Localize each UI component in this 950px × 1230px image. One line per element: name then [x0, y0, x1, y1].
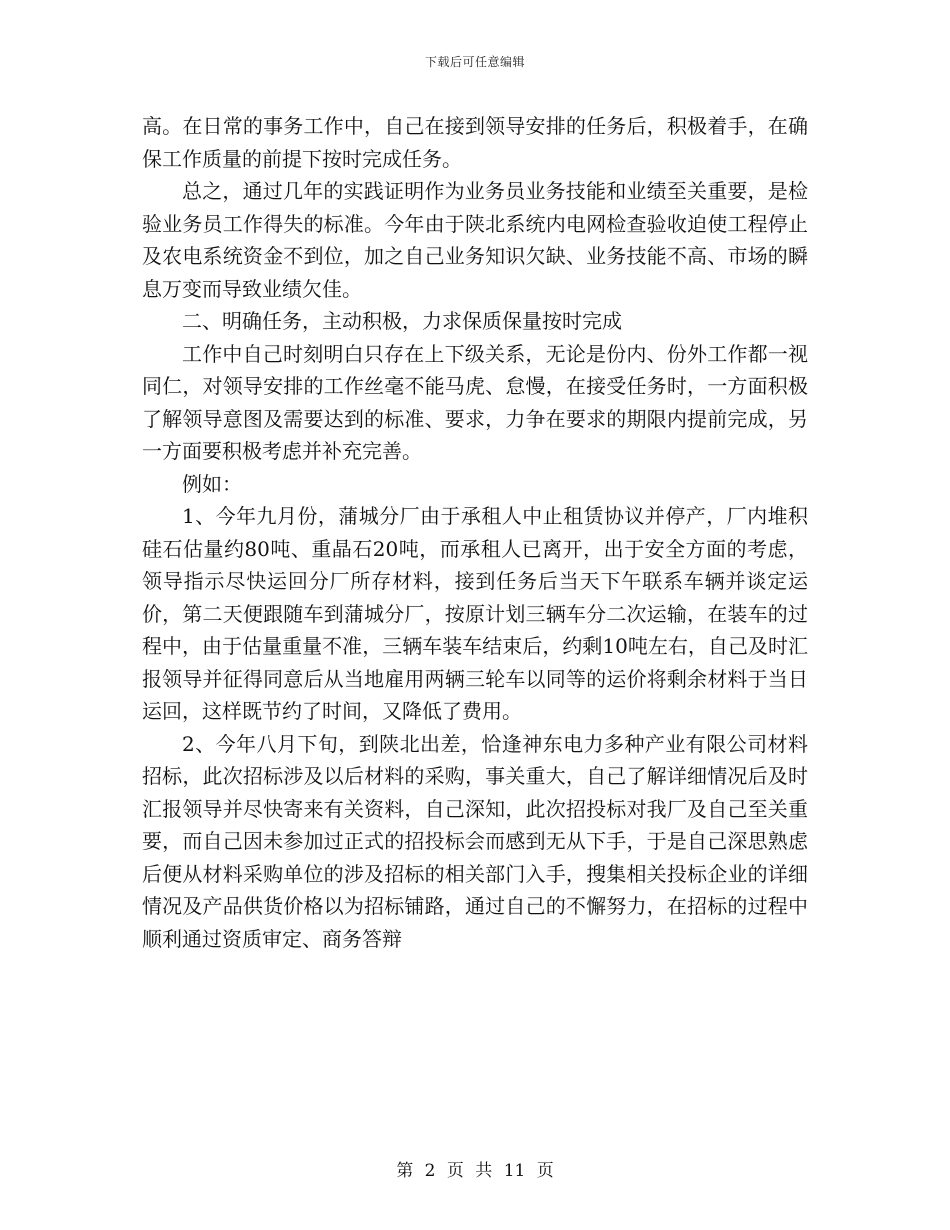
paragraph-2: 总之，通过几年的实践证明作为业务员业务技能和业绩至关重要，是检验业务员工作得失的标准。今年由于陕北系统内电网检查验收迫使工程停止及农电系统资金不到位，加之自己业务知识欠缺、业务技能不高、市场的瞬息万变而导致业绩欠佳。 [142, 179, 808, 301]
page-number-footer: 第 2 页 共 11 页 [396, 1161, 554, 1181]
paragraph-example-2: 2、今年八月下旬，到陕北出差，恰逢神东电力多种产业有限公司材料招标，此次招标涉及以后材料的采购，事关重大，自己了解详细情况后及时汇报领导并尽快寄来有关资料，自己深知，此次招投标对我厂及自己至关重要，而自己因未参加过正式的招投标会而感到无从下手，于是自己深思熟虑后便从材料采购单位的涉及招标的相关部门入手，搜集相关投标企业的详细情况及产品供货价格以为招标铺路，通过自己的不懈努力，在招标的过程中顺利通过资质审定、商务答辩 [142, 731, 808, 951]
section-heading: 二、明确任务，主动积极，力求保质保量按时完成 [182, 309, 622, 333]
document-body [142, 110, 808, 955]
paragraph-example-intro: 例如： [182, 471, 242, 496]
page-header: 下载后可任意编辑 [424, 55, 525, 69]
paragraph-example-1: 1、今年九月份，蒲城分厂由于承租人中止租赁协议并停产，厂内堆积硅石估量约80吨、重晶石20吨，而承租人已离开，出于安全方面的考虑，领导指示尽快运回分厂所存材料，接到任务后当天下午联系车辆并谈定运价，第二天便跟随车到蒲城分厂，按原计划三辆车分二次运输，在装车的过程中，由于估量重量不准，三辆车装车结束后，约剩10吨左右，自己及时汇报领导并征得同意后从当地雇用两辆三轮车以同等的运价将剩余材料于当日运回，这样既节约了时间，又降低了费用。 [142, 504, 808, 723]
paragraph-3: 工作中自己时刻明白只存在上下级关系，无论是份内、份外工作都一视同仁，对领导安排的工作丝毫不能马虎、怠慢，在接受任务时，一方面积极了解领导意图及需要达到的标准、要求，力争在要求的期限内提前完成，另一方面要积极考虑并补充完善。 [142, 341, 808, 463]
paragraph-1: 高。在日常的事务工作中，自己在接到领导安排的任务后，积极着手，在确保工作质量的前提下按时完成任务。 [142, 114, 808, 171]
